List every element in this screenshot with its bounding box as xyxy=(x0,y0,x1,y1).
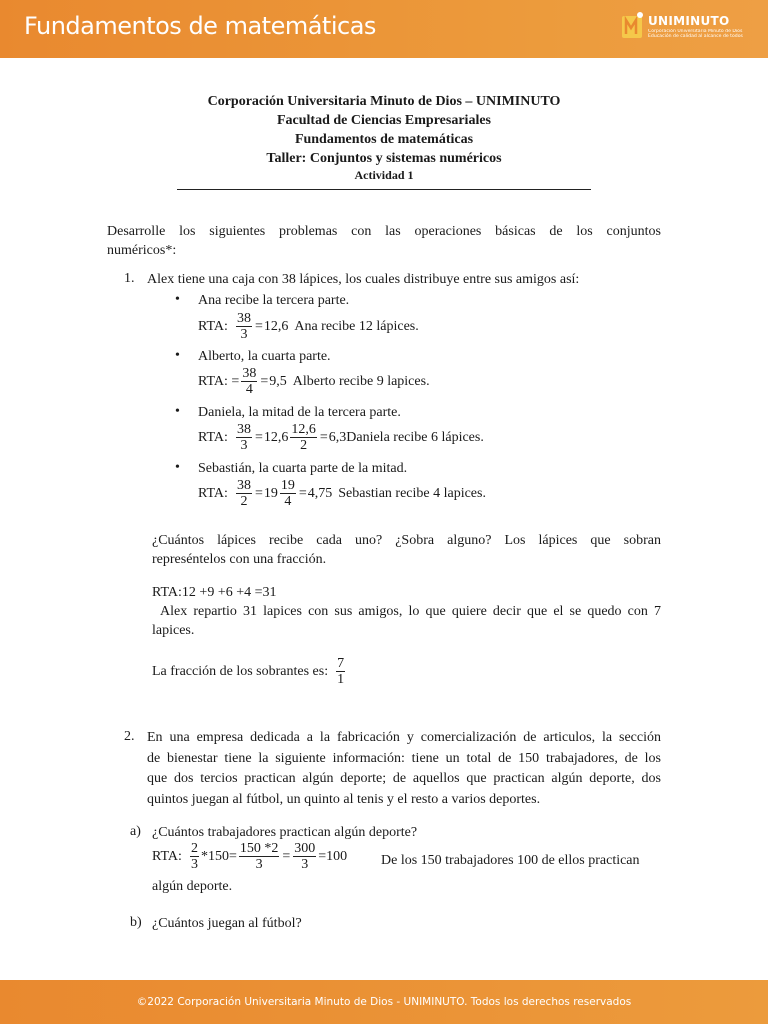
problem-2-line-4: quintos juegan al fútbol, un quinto al tenis y el resto a varios deportes. xyxy=(147,792,541,807)
answer-alberto: RTA: = $\frac{38}{4}$ = 9,5 Alberto recibe 9 lapices. xyxy=(198,366,430,397)
problem-2-line-2: de bienestar tiene la siguiente información: tiene un total de 150 trabajadores, de los xyxy=(147,751,661,766)
item-sebastian: Sebastián, la cuarta parte de la mitad. xyxy=(198,461,408,476)
logo-tagline: Corporación Universitaria Minuto de Dios Educación de calidad al alcance de todos xyxy=(648,29,743,40)
problem-2-line-3: que dos tercios practican algún deporte; de aquellos que practican algún deporte, dos xyxy=(147,771,661,786)
document-heading xyxy=(0,92,768,183)
subject-name: Fundamentos de matemáticas xyxy=(294,132,474,147)
course-title: Fundamentos de matemáticas xyxy=(24,12,376,40)
question-a: ¿Cuántos trabajadores practican algún deporte? xyxy=(152,825,418,840)
copyright-text: ©2022 Corporación Universitaria Minuto de Dios - UNIMINUTO. Todos los derechos reservados xyxy=(136,996,632,1008)
institution-name: Corporación Universitaria Minuto de Dios – UNIMINUTO xyxy=(207,94,561,109)
bullet-icon: • xyxy=(175,460,180,475)
problem-2-number: 2. xyxy=(124,729,135,744)
problem-1-statement: Alex tiene una caja con 38 lápices, los cuales distribuye entre sus amigos así: xyxy=(147,272,580,287)
activity-label: Actividad 1 xyxy=(354,168,414,182)
answer-a: RTA: $\frac{2}{3}$ *150= $\frac{150 *2}{3}$ = $\frac{300}{3}$ =100 xyxy=(152,841,348,872)
rta-sum: RTA:12 +9 +6 +4 =31 xyxy=(152,585,277,600)
question-line-1: ¿Cuántos lápices recibe cada uno? ¿Sobra alguno? Los lápices que sobran xyxy=(152,533,661,548)
faculty-name: Facultad de Ciencias Empresariales xyxy=(276,113,491,128)
question-a-label: a) xyxy=(130,824,141,839)
question-line-2: represéntelos con una fracción. xyxy=(152,552,327,567)
item-daniela: Daniela, la mitad de la tercera parte. xyxy=(198,405,401,420)
footer-banner xyxy=(0,980,768,1024)
intro-text: numéricos*: xyxy=(107,243,177,258)
bullet-icon: • xyxy=(175,348,180,363)
answer-sebastian: RTA: $\frac{38}{2}$ = 19 $\frac{19}{4}$ = 4,75 Sebastian recibe 4 lapices. xyxy=(198,478,486,509)
header-banner xyxy=(0,0,768,58)
intro-line-1: Desarrolle los siguientes problemas con las operaciones básicas de los conjuntos xyxy=(107,224,661,239)
logo-mark-icon xyxy=(620,10,646,44)
answer-daniela: RTA: $\frac{38}{3}$ = 12,6 $\frac{12,6}{2}$ = 6,3 Daniela recibe 6 lápices. xyxy=(198,422,484,453)
question-b: ¿Cuántos juegan al fútbol? xyxy=(152,916,302,931)
answer-a-note: De los 150 trabajadores 100 de ellos practican xyxy=(381,853,640,868)
bullet-icon: • xyxy=(175,404,180,419)
answer-ana: RTA: $\frac{38}{3}$ = 12,6 Ana recibe 12 lápices. xyxy=(198,311,419,342)
explanation-line-1: Alex repartio 31 lapices con sus amigos, lo que quiere decir que el se quedo con 7 xyxy=(160,604,661,619)
uniminuto-logo xyxy=(620,10,750,48)
leftover-fraction: La fracción de los sobrantes es: $\frac{7}{1}$ xyxy=(152,656,345,687)
heading-divider xyxy=(177,189,591,190)
bullet-icon: • xyxy=(175,292,180,307)
problem-2-line-1: En una empresa dedicada a la fabricación y comercialización de articulos, la sección xyxy=(147,730,661,745)
workshop-title: Taller: Conjuntos y sistemas numéricos xyxy=(266,151,502,166)
item-ana: Ana recibe la tercera parte. xyxy=(198,293,350,308)
item-alberto: Alberto, la cuarta parte. xyxy=(198,349,331,364)
problem-1-number: 1. xyxy=(124,271,135,286)
explanation-line-2: lapices. xyxy=(152,623,195,638)
logo-name: UNIMINUTO xyxy=(648,14,730,28)
answer-a-note-2: algún deporte. xyxy=(152,879,233,894)
question-b-label: b) xyxy=(130,915,142,930)
